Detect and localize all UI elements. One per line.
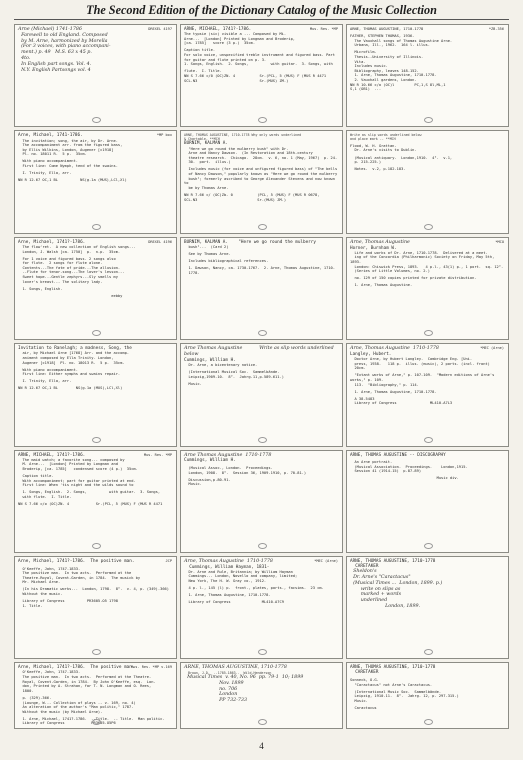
card-line: First line: Either nymphs and swains repair. [18,372,121,377]
card-line: Arne Thomas Augustine Write as slip words underlined below [184,346,336,357]
catalog-card [14,662,177,729]
call-number: *MP box [156,133,172,138]
card-line: Thesis--University of Illinois. [350,54,424,59]
card-punch-hole [92,649,101,655]
catalog-card [14,343,177,446]
card-line: O'Keeffe, John, 1747-1833. [18,670,81,675]
catalog-card [14,556,177,659]
card-line: (Musical Times ... London, 1899. p.) [350,580,443,586]
card-line: The Vauxhall songs of Thomas Augustine Arne. [350,38,453,43]
card-line: N.Y. English Partsongs vol. 4 [18,67,91,73]
card-line: Langley, Hubert. [350,351,392,357]
card-punch-hole [92,117,101,123]
catalog-card [346,450,509,553]
card-line: Arne, Michael, 1741?-1786. The positive man. [18,665,135,671]
card-punch-hole [92,437,101,443]
card-line: (Musical Association. Proceedings. London,1915. [350,464,468,469]
card-line: NN R 7.66 c/ (OC)Zb- 0 (PCL, 5 (MUS) F (MUS R 0678, [184,192,320,197]
card-line: 1. Arne, Thomas Augustine, 1710-1778. [184,593,271,598]
card-line: In English part songs. Vol. 4. [18,61,92,67]
catalog-card [180,24,343,127]
card-line: Sonneck, O.G. [350,678,379,683]
card-line: The maid watch; a favorite song... composed by [18,457,125,462]
card-line: Royal, Covent-Garden, in 1784. By John O'Keeffe, esq. Lon- [18,679,156,684]
card-line: ARNE, THOMAS AUGUSTINE, 1710-1778 [350,665,436,671]
card-line: Arne... [London] Printed by Longman and Broderip, [184,36,296,41]
card-line: Arne, Michael, 1741?-1786. The positive man. [18,558,135,564]
card-line: Musical Times v. 40, No. 96 pp. 79-1 10; 1899 [184,675,304,681]
card-line: Broderip, [ca. 1785] condensed score (4 p.) 35cm. [18,466,138,471]
card-line: Notes. v.2, p.182-183. [350,167,406,172]
card-line: no. 129 of 150 copies printed for private distribution. [350,276,477,281]
card-line: lover's breast.-- The solitary lady. [18,279,103,284]
card-line: Farewell to old England. Composed [18,32,108,38]
card-line: animent composed by Ella Trinity. London, [18,355,114,360]
card-line: Cummings, William H. [184,357,236,363]
catalog-card [346,343,509,446]
card-line: 1. Title. [18,603,43,608]
card-line: First line: When 'tis night and the wilds sound to [18,483,134,488]
card-line: Library of Congress ML410.A7C9 [184,600,284,605]
card-line: "Caractacus" not Arne's Caractacus. [350,682,433,687]
card-line: "Extant works of Arne," p. 107-109. "Modern editions of Arne's works," p. 109- [350,373,497,382]
card-line: Includes music. [350,64,388,69]
card-line: NN S 7.66 c/o (OC)ZN- 4 Sr.(PCL, 5 (MUS) F (MUS R 4471 [18,501,163,506]
card-line: with flute. I. Title. [18,494,72,499]
card-line: p. 215-225.) [350,160,382,165]
card-line: A 38-5483 [350,396,375,401]
card-punch-hole [92,719,101,725]
card-punch-hole [258,330,267,336]
card-line: 2. Vauxhall gardens, London. [350,77,417,82]
card-line: Vita. [350,59,366,64]
card-line: BURNIM, KALMAN A. "Here we go round the mulberry [184,239,316,245]
card-line: (For 3 voices, with piano accompani- [18,44,111,50]
card-line: Leipzig,1909-10. 8°. Jahrg.11,p.589-611.) [184,374,284,379]
card-line: With piano accompaniment. [18,159,78,164]
page-number: 4 [259,741,264,751]
card-punch-hole [258,117,267,123]
card-line: Library of Congress PR3605.O5P6 [18,721,116,726]
card-line: Arne and Nancy Dawson. (In Restoration and 18th-century [184,151,313,156]
card-line: M. Arne... [London] Printed by Longman and [18,462,118,467]
card-punch-hole [92,330,101,336]
card-line: Invitation to Ranelagh; a madness, Song, the [18,346,132,352]
card-line: 1. Arne, Michael, 1741?-1786. --Title. -- Title. Man politic. [18,716,165,721]
card-line: Urbana, Ill., 1962. 164 l. illus. [350,43,430,48]
card-line: Bibliography, leaves 148-152. [350,68,419,73]
card-punch-hole [424,649,433,655]
card-line: The flow'ret. A new collection of English songs... [18,244,136,249]
card-line: 1800. [18,688,34,693]
card-line: 1. Songs, English. [18,286,63,291]
card-punch-hole [92,543,101,549]
call-number: Mus. Res. *MP [143,452,172,457]
card-line: ing of the Concordia (Philharmonic) Society on Friday, May 5th, 1893. [350,255,497,264]
card-line: Brown, J.D. ..1785-1863.. Wild-Henderson [184,671,272,676]
card-line: 1. Arne, Thomas Augustine, 1710-1778. [350,73,437,78]
card-line: Arne, Michael, 1741?-1786. [18,239,86,245]
card-line: NN S 7.66 c/0 (OC)ZN- 4 Sr.(PCL, 5 (MUS) F (MUS R 4471 [184,73,327,78]
card-line: Sweet hope.--Gentle zephyrs.--Sly smells my [18,275,118,280]
card-line: Without the music (by Michael Arne). [18,709,103,714]
card-line: London, 1899. [350,604,421,610]
card-line: 1. Songs, English. 2. Songs, with guitar. 3. Songs, [18,490,161,495]
card-line: CARETAKER [350,670,379,676]
card-line: For solo voice, unspecified treble instrument and figured bass. Part [184,53,335,58]
card-punch-hole [258,719,267,725]
card-line: Caption title. [184,48,216,53]
card-punch-hole [258,437,267,443]
card-line: Arne, Thomas Augustine 1710-1778 [184,558,273,564]
card-line: Music. [350,699,368,704]
card-line: An alteration of the author's "Man politic," 1787. [18,705,134,710]
card-line: ARNE, MICHAEL, 1741?-1786. [184,27,252,32]
card-line: ARNE, THOMAS AUGUSTINE, 1710-1778 [184,665,287,671]
catalog-card [346,130,509,233]
card-line: Includes music (for voice and unfigured figured bass) of "The bells [184,167,338,172]
card-line: Leipzig, 1910-11. 8°. Jahrg. 12, p. 297-315.) [350,694,459,699]
card-line: 30. port. illus.) [184,160,231,165]
card-punch-hole [424,330,433,336]
card-line: Caption title. [18,473,54,478]
catalog-card [180,343,343,446]
card-line: New York, The H. W. Gray co., 1912. [184,579,267,584]
catalog-card-grid [14,24,509,729]
card-line: of Nancy Dawson," popularly known as "Here we go round the mulberry [184,172,338,177]
card-line: PP 732-733 [184,698,247,704]
card-line: (International Music Soc. Sammelbände. [350,689,442,694]
card-line: The positive man. In two acts. Performed at the Theatre- [18,675,152,680]
card-line: ARNE, THOMAS AUGUSTINE, 1710-1778 [350,27,424,31]
card-line: [ca. 1785] score (3 p.) 35cm. [184,41,256,46]
card-line: Pl. no. 18011 R. 5 p. 35cm. [18,152,87,157]
card-line: Arne (Michael) 1741-1786 [18,27,82,32]
catalog-card [180,237,343,340]
card-line: NN R 12.67 OC,1 BL NS(g.1a (MUS),LCl,Xl) [18,386,123,391]
catalog-card [180,556,343,659]
card-line: 1. Dawson, Nancy, ca. 1730-1767. 2. Arne, Thomas Augustine, 1710- [184,266,335,271]
call-number: *MEC (Arne) [314,558,338,563]
card-line: An Arne portrait. [350,460,393,465]
call-number: DREXEL 4197 [148,27,172,31]
card-line: 4to. [18,55,31,61]
card-line: Dr. Arne and Rule, Britannia; by William Hayman [184,569,293,574]
catalog-card [14,24,177,127]
card-line: Horner, Burnham W. [350,245,397,251]
card-line: FATHER, STEPHEN THOMAS, 1936- [350,34,415,39]
card-line: Sheldon's [350,569,377,575]
card-line: The accompaniment arr. from the figured bass, [18,143,123,148]
card-line: Cummings, William H. [184,458,236,464]
card-line: First line: Come Nymph, tend of the swains. [18,164,118,169]
call-number: *MCO [495,239,504,244]
card-punch-hole [424,437,433,443]
card-punch-hole [424,719,433,725]
card-line: 1. Arne, Thomas Augustine. [350,283,413,288]
card-line: Contents.--The fate of pride.--The allusion. [18,265,121,270]
card-line: London [184,692,238,698]
card-line: Arne Thomas Augustine 1710-1778 [184,452,272,458]
catalog-card [346,24,509,127]
card-line: I. Trinity, Ella, arr. [18,171,72,176]
card-line: Library of Congress ML410.A7L3 [350,401,453,406]
card-line: eebby [18,293,123,298]
card-line: Arne, Thomas Augustine 1710-1778 [350,346,439,352]
card-line: Includes bibliographical references. [184,259,269,264]
card-line: Dr. Arne's "Caractacus" [350,575,411,581]
card-line: ARNE, THOMAS AUGUSTINE -- DISCOGRAPHY [350,452,446,458]
card-line: SCL.N3 Sr.(MUS) ZM.) [184,78,289,83]
card-line: be by Thomas Arne. [184,185,229,190]
card-line: I. Trinity, Ella, arr. [18,379,72,384]
card-line: don, Printed by A. Strahan, for T. N. Longman and O. Rees, [18,684,152,689]
card-line: Theatre-Royal, Covent-Garden, in 1784. The musick by [18,575,141,580]
card-line: ARNE, THOMAS AUGUSTINE, 1710-1778 Why only words underlined [184,133,302,138]
card-line: no. 706 [184,686,238,692]
card-line: write on slips as [350,586,401,592]
card-line: The positive man. In two acts. Performed at the [18,571,132,576]
card-line: bush"... (Card 2) [184,244,229,249]
catalog-card [14,130,177,233]
catalog-card [346,237,509,340]
card-line: ARNE, THOMAS AUGUSTINE, 1710-1778 [350,558,436,564]
card-line: The typsie (sic) visible a ... Composed by Mi. [184,32,287,37]
call-number: *ZB-356 [488,27,504,31]
call-number: *MEC (Arne) [480,346,504,351]
card-line: (Lounge, W.-- Collection of plays -- v. 169, no. 4) [18,700,136,705]
card-line: Music. [184,482,202,487]
card-line: --Flute for tenor-song.--The lover's lesson.-- [18,270,125,275]
card-line: (Series of Little Volumes, no. 2.) [350,269,430,274]
card-line: press, 1938. 118 p. illus. (music), 2 ports. (incl. front) [350,361,490,366]
call-number: Mus. Res. *MP [309,27,338,31]
card-line: Nov. 1899 [184,680,244,686]
card-line: Augener [c1918] Pl. no. 18013 R. 5 p. 35cm. [18,360,125,365]
card-line: (In his Dramatic works... London, 1798. 8°. v. 4, p. (349)-366) [18,587,169,592]
call-number: Mus. Res. *MP v.169 [130,665,172,670]
page-title: The Second Edition of the Dictionary Catalog of the Music Collection [14,3,509,20]
catalog-card [346,662,509,729]
card-line: Doctor Arne, by Hubert Langley. Cambridge Eng. [Uni- [350,357,473,362]
card-line: theatre research. Chicago. 28cm. v. 6, no. 1 (May, 1967) p. 24- [184,155,338,160]
card-punch-hole [92,224,101,230]
catalog-card [180,450,343,553]
card-line: Flood, W. H. Grattan. [350,143,397,148]
card-line: by M. Arne, harmonized by Morella [18,38,108,44]
card-line: Cummings... London, Novello and company, limited; [184,574,298,579]
card-line: (Musical Assoc., London. Proceedings. [184,466,273,470]
card-line: NN R 10.66 c/o (OC)l PC,1,S 8l,ML,1 [350,82,446,87]
card-line: underlined [350,598,388,604]
card-line: Arne, Thomas Augustine [350,239,410,245]
card-line: p. (329)-366. [18,695,52,700]
card-punch-hole [258,543,267,549]
card-line: marked + words [350,592,402,598]
card-line: flute. I. Title. [184,69,222,74]
card-line: (International Musical Soc. Sammelbände. [184,370,280,375]
card-line: S,1 (OB1) ... [350,87,382,92]
card-line: London, 1908. 8°. Session 36, 1909-1910, p. 70-81.) [184,470,307,475]
catalog-card [180,662,343,729]
card-line: bush"; formerly ascribed to George Alexander Stevens and now known to [184,176,338,186]
call-number: JCP [165,558,172,563]
card-line: 1778. [184,270,200,275]
card-line: 1. Songs, English. 2. Songs, with guitar. 3. Songs, with [184,62,333,67]
card-punch-hole [424,224,433,230]
card-line: Discussion,p.80-91. [184,477,231,482]
card-line: "Here we go round the mulberry bush" with Dr. [184,146,289,151]
catalog-card [346,556,509,659]
card-punch-hole [258,224,267,230]
card-line: 20cm. [350,366,366,371]
card-line: Dr. Arne's visits to Dublin. [350,148,417,153]
catalog-card [14,450,177,553]
catalog-card [180,130,343,233]
card-line: Music. [184,381,202,386]
card-line: BURNIM, KALMAN A. [184,141,228,147]
card-line: O'Keeffe, John, 1747-1833. [18,566,81,571]
card-line: With piano accompaniment. [18,367,78,372]
card-line: NN R 12.67 OC,1 BL NS(g.1a (MUS),LCl,Xl) [18,178,127,183]
card-line: Mr. Michael Arne. [18,580,61,585]
card-line: 113. "Bibliography," p. 114. [350,382,419,387]
card-punch-hole [424,117,433,123]
card-line: CARETAKER [350,564,379,570]
catalog-card [14,237,177,340]
card-line: Write as slip words underlined below [350,133,422,138]
card-line: Microfilm. [350,50,377,55]
card-line: With accompaniment; part for guitar printed at end. [18,478,136,483]
card-line: London, J. Walsh [ca. 1750] p. n.p. 35cm. [18,249,121,254]
card-line: The invitation; song, the air, by Dr. Arne. [18,138,118,143]
card-line: For 1 voice and figured bass. 2 songs also [18,256,116,261]
card-line: Life and works of Dr. Arne, 1710-1778. Delivered at a meet- [350,250,488,255]
card-line: & Chartable- **MCH [184,137,220,142]
card-line: London: Chiswick Press, 1893. 4 p.l., 43(1) p., 1 port. sq. 12°. [350,264,504,269]
card-line: SCL.N3 Sr.(MUS) ZM.) [184,197,287,202]
card-line: Session 41 (1914-15) p.87-89) [350,469,422,474]
card-line: for flute. 2 songs for flute alone. [18,261,103,266]
card-line: ment.) p. 49 M.S. 63 x 45 p. [18,50,92,56]
card-line: and place mark -- **MCH [350,137,396,142]
card-line: See by Thomas Arne. [184,252,231,257]
card-line: Caractacus [350,706,377,711]
card-punch-hole [424,543,433,549]
card-punch-hole [258,649,267,655]
card-line: Music div. [350,476,459,481]
card-line: by Ellis Wilkins, London, Augener [c1918] [18,147,114,152]
card-line: 4 p. l., 145 (l) p. front., plates, ports., facsims. 23 cm. [184,586,324,591]
card-line: 1. Arne, Thomas Augustine, 1710-1778. [350,389,437,394]
card-line: Without the music. [18,592,63,597]
call-number: DREXEL 4196 [148,239,172,244]
card-line: Library of Congress PR3605.O5 1798 [18,599,118,604]
card-line: air, by Michael Arne [1768] Arr. and the accomp- [18,351,130,356]
card-line: for guitar and flute printed on p. 3. [184,57,267,62]
card-line: ARNE, MICHAEL, 1741?-1786. [18,452,86,458]
card-line: Cummings, William Hayman, 1831- [184,564,270,570]
card-line: Dr. Arne, a bicentenary notice. [184,362,258,367]
card-line: Arne, Michael, 1741-1786. [18,133,83,139]
card-line: (Musical antiquary. London,1910. 4°. v.1, [350,155,453,160]
